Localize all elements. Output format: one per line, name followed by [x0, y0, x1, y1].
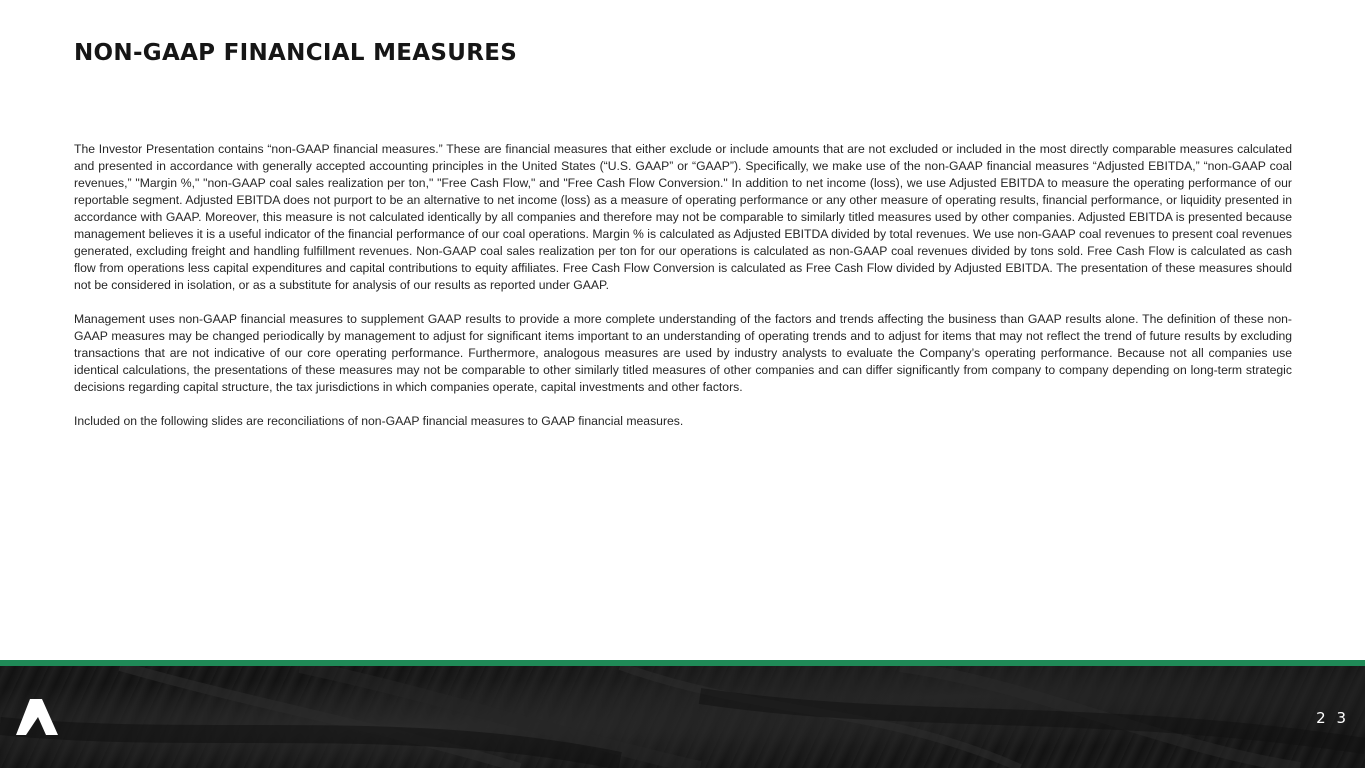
footer-texture [0, 666, 1365, 768]
paragraph-definition: The Investor Presentation contains “non-GAAP financial measures.” These are financial measures that either exclude or include amounts that are not excluded or included in the most directly comparable measures calculated and presented in accordance with generally accepted accounting principles in the United States (“U.S. GAAP” or “GAAP”). Specifically, we make use of the non-GAAP financial measures “Adjusted EBITDA,” “non-GAAP coal revenues,” "Margin %," "non-GAAP coal sales realization per ton," "Free Cash Flow," and "Free Cash Flow Conversion." In addition to net income (loss), we use Adjusted EBITDA to measure the operating performance of our reportable segment. Adjusted EBITDA does not purport to be an alternative to net income (loss) as a measure of operating performance or any other measure of operating results, financial performance, or liquidity presented in accordance with GAAP. Moreover, this measure is not calculated identically by all companies and therefore may not be comparable to similarly titled measures used by other companies. Adjusted EBITDA is presented because management believes it is a useful indicator of the financial performance of our coal operations. Margin % is calculated as Adjusted EBITDA divided by total revenues. We use non-GAAP coal revenues to present coal revenues generated, excluding freight and handling fulfillment revenues. Non-GAAP coal sales realization per ton for our operations is calculated as non-GAAP coal revenues divided by tons sold. Free Cash Flow is calculated as cash flow from operations less capital expenditures and capital contributions to equity affiliates. Free Cash Flow Conversion is calculated as Free Cash Flow divided by Adjusted EBITDA. The presentation of these measures should not be considered in isolation, or as a substitute for analysis of our results as reported under GAAP. [74, 142, 1292, 292]
footer-band [0, 666, 1365, 768]
page-title: NON-GAAP FINANCIAL MEASURES [74, 40, 518, 66]
paragraph-management-use: Management uses non-GAAP financial measures to supplement GAAP results to provide a more complete understanding of the factors and trends affecting the business than GAAP results alone. The definition of these non-GAAP measures may be changed periodically by management to adjust for significant items important to an understanding of operating trends and to adjust for items that may not reflect the trend of future results by excluding transactions that are not indicative of our core operating performance. Furthermore, analogous measures are used by industry analysts to evaluate the Company’s operating performance. Because not all companies use identical calculations, the presentations of these measures may not be comparable to other similarly titled measures of other companies and can differ significantly from company to company depending on long-term strategic decisions regarding capital structure, the tax jurisdictions in which companies operate, capital investments and other factors. [74, 312, 1292, 394]
paragraph-reconciliation-note: Included on the following slides are reconciliations of non-GAAP financial measures to GAAP financial measures. [74, 414, 684, 428]
company-logo-icon [16, 699, 58, 735]
body-text [74, 141, 1292, 447]
page-number: 2 3 [1316, 709, 1349, 727]
